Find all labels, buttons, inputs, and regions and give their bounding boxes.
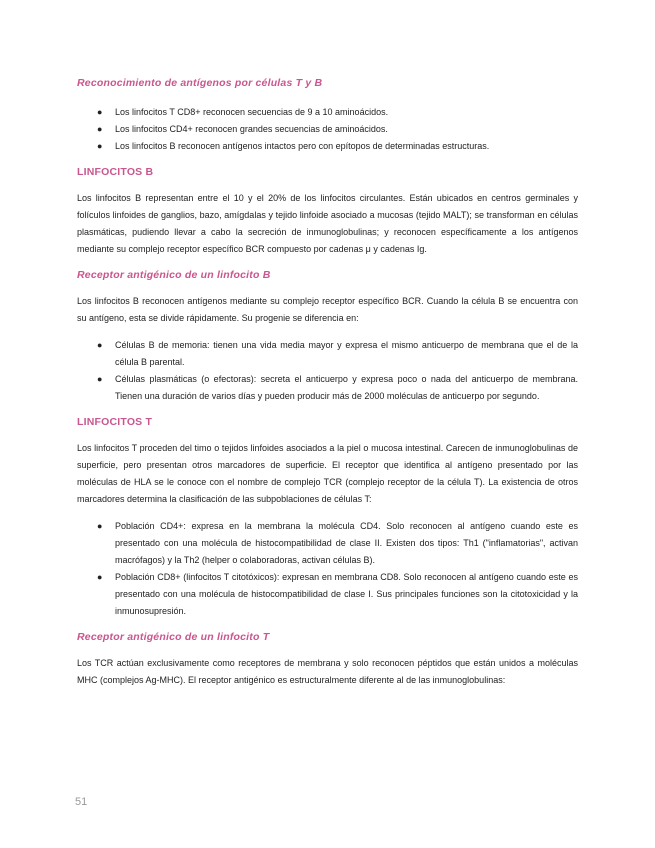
bullet-icon: ● [97, 572, 103, 582]
bullet-icon: ● [97, 374, 103, 384]
t-cell-population-list [77, 518, 578, 620]
bullet-icon: ● [97, 124, 103, 134]
list-item: ● Células plasmáticas (o efectoras): secreta el anticuerpo y expresa poco o nada del anticuerpo de membrana. Tienen una duración de varios días y pueden producir más de 2000 moléculas de anticuerpo por segundo. [77, 371, 578, 405]
paragraph-receptor-t: Los TCR actúan exclusivamente como receptores de membrana y solo reconocen péptidos que están unidos a moléculas MHC (complejos Ag-MHC). El receptor antigénico es estructuralmente diferente al de las inmunoglobulinas: [77, 658, 578, 685]
paragraph-linfocitos-b: Los linfocitos B representan entre el 10 y el 20% de los linfocitos circulantes. Están ubicados en centros germinales y folículos linfoides de ganglios, bazo, amígdalas y tejido linfoide asociado a mucosas (tejido MALT); se transforman en células plasmáticas, pudiendo llevar a cabo la secreción de inmunoglobulinas; y reconocen específicamente a los antígenos mediante su complejo receptor específico BCR compuesto por cadenas μ y cadenas Ig. [77, 193, 578, 254]
list-item: ● Los linfocitos B reconocen antígenos intactos pero con epítopos de determinadas estructuras. [77, 138, 578, 155]
bullet-icon: ● [97, 340, 103, 350]
subheading-antigen-recognition: Reconocimiento de antígenos por células T y B [77, 77, 323, 89]
page-content [77, 75, 578, 689]
list-item: ● Población CD4+: expresa en la membrana la molécula CD4. Solo reconocen al antígeno cuando este es presentado con una molécula de histocompatibilidad de clase II. Existen dos tipos: Th1 ("inflamatorias", activan macrófagos) y la Th2 (helper o colaboradoras, activan células B). [77, 518, 578, 569]
section-title-linfocitos-t: LINFOCITOS T [77, 416, 153, 428]
paragraph-receptor-b: Los linfocitos B reconocen antígenos mediante su complejo receptor específico BCR. Cuando la célula B se encuentra con su antígeno, esta se divide rápidamente. Su progenie se diferencia en: [77, 296, 578, 323]
page-number: 51 [75, 796, 88, 808]
subheading-receptor-t: Receptor antigénico de un linfocito T [77, 631, 270, 643]
list-item: ● Los linfocitos CD4+ reconocen grandes secuencias de aminoácidos. [77, 121, 578, 138]
list-item: ● Células B de memoria: tienen una vida media mayor y expresa el mismo anticuerpo de membrana que el de la célula B parental. [77, 337, 578, 371]
bullet-icon: ● [97, 521, 103, 531]
list-item: ● Población CD8+ (linfocitos T citotóxicos): expresan en membrana CD8. Solo reconocen al antígeno cuando este es presentado con una molécula de histocompatibilidad de clase I. Sus principales funciones son la citotoxicidad y la inmunosupresión. [77, 569, 578, 620]
list-item: ● Los linfocitos T CD8+ reconocen secuencias de 9 a 10 aminoácidos. [77, 104, 578, 121]
b-cell-progeny-list [77, 337, 578, 405]
paragraph-linfocitos-t: Los linfocitos T proceden del timo o tejidos linfoides asociados a la piel o mucosa intestinal. Carecen de inmunoglobulinas de superficie, pero presentan otros marcadores de superficie. El receptor que identifica al antígeno presentado por las moléculas de HLA se le conoce con el nombre de complejo TCR (complejo receptor de la célula T). La existencia de otros marcadores determina la clasificación de las subpoblaciones de células T: [77, 443, 578, 504]
bullet-icon: ● [97, 107, 103, 117]
bullet-icon: ● [97, 141, 103, 151]
recognition-list [77, 104, 578, 155]
subheading-receptor-b: Receptor antigénico de un linfocito B [77, 269, 271, 281]
section-title-linfocitos-b: LINFOCITOS B [77, 166, 154, 178]
